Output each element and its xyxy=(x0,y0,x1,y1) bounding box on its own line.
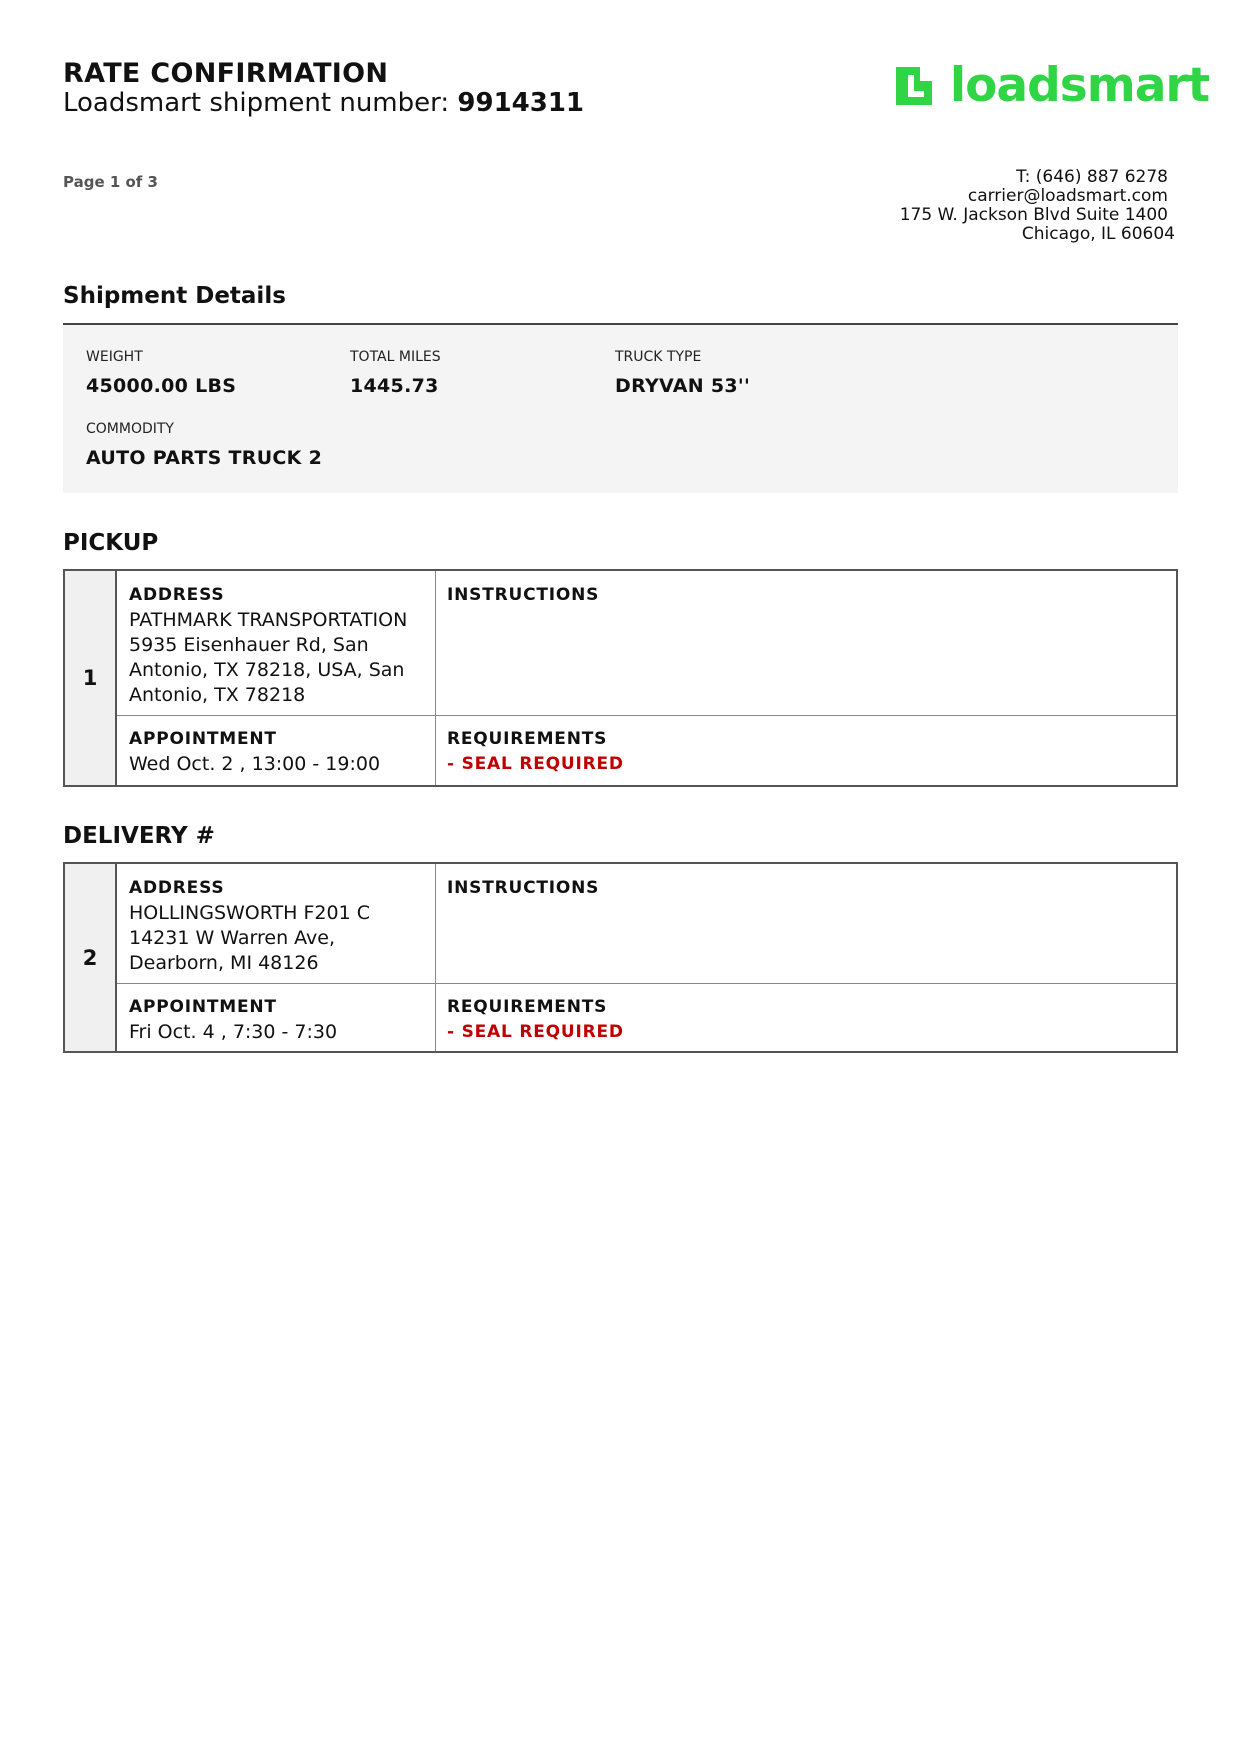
pickup-requirements-cell xyxy=(435,715,636,789)
pickup-title: PICKUP xyxy=(63,530,159,556)
delivery-table xyxy=(63,862,1178,1053)
shipment-details-panel xyxy=(63,323,1178,493)
loadsmart-logo-icon xyxy=(890,61,938,111)
shipment-number-label: Loadsmart shipment number: xyxy=(63,88,450,118)
weight-field xyxy=(86,349,236,397)
brand-name: loadsmart xyxy=(950,58,1210,113)
pickup-requirements-value: - SEAL REQUIRED xyxy=(447,754,624,774)
truck-type-value: DRYVAN 53'' xyxy=(615,375,751,397)
truck-type-field xyxy=(615,349,750,397)
loadsmart-logo xyxy=(890,60,1209,112)
contact-address-line1: 175 W. Jackson Blvd Suite 1400 xyxy=(899,205,1168,225)
shipment-number: 9914311 xyxy=(457,88,585,118)
delivery-instructions-label: INSTRUCTIONS xyxy=(447,878,600,898)
pickup-appointment-value: Wed Oct. 2 , 13:00 - 19:00 xyxy=(129,753,381,775)
delivery-stop-index: 2 xyxy=(65,864,117,1051)
pickup-instructions-cell xyxy=(435,571,611,620)
pickup-address-label: ADDRESS xyxy=(129,585,225,605)
commodity-value: AUTO PARTS TRUCK 2 xyxy=(86,447,323,469)
truck-type-label: TRUCK TYPE xyxy=(615,349,702,365)
delivery-address-line: Dearborn, MI 48126 xyxy=(129,952,319,974)
delivery-address-cell xyxy=(117,864,435,988)
pickup-address-line: Antonio, TX 78218, USA, San xyxy=(129,659,405,681)
weight-value: 45000.00 LBS xyxy=(86,375,237,397)
miles-field xyxy=(350,349,441,397)
delivery-title: DELIVERY # xyxy=(63,823,215,849)
delivery-appointment-label: APPOINTMENT xyxy=(129,997,277,1017)
commodity-label: COMMODITY xyxy=(86,421,174,437)
delivery-requirements-value: - SEAL REQUIRED xyxy=(447,1022,624,1042)
pickup-address-line: PATHMARK TRANSPORTATION xyxy=(129,609,408,631)
delivery-instructions-cell xyxy=(435,864,611,913)
shipment-number-line xyxy=(63,88,584,118)
delivery-appointment-cell xyxy=(117,983,435,1057)
commodity-field xyxy=(86,421,322,469)
weight-label: WEIGHT xyxy=(86,349,143,365)
shipment-details-title: Shipment Details xyxy=(63,283,286,309)
delivery-address-label: ADDRESS xyxy=(129,878,225,898)
delivery-requirements-cell xyxy=(435,983,636,1057)
delivery-requirements-label: REQUIREMENTS xyxy=(447,997,608,1017)
contact-address-line2: Chicago, IL 60604 xyxy=(1021,224,1175,244)
page-number: Page 1 of 3 xyxy=(63,173,158,191)
contact-block xyxy=(900,168,1175,244)
contact-phone: T: (646) 887 6278 xyxy=(1016,167,1168,187)
delivery-address-line: HOLLINGSWORTH F201 C xyxy=(129,902,371,924)
pickup-address-line: Antonio, TX 78218 xyxy=(129,684,306,706)
pickup-requirements-label: REQUIREMENTS xyxy=(447,729,608,749)
miles-label: TOTAL MILES xyxy=(350,349,441,365)
miles-value: 1445.73 xyxy=(350,375,439,397)
pickup-address-cell xyxy=(117,571,435,720)
delivery-appointment-value: Fri Oct. 4 , 7:30 - 7:30 xyxy=(129,1021,338,1043)
pickup-appointment-label: APPOINTMENT xyxy=(129,729,277,749)
pickup-table xyxy=(63,569,1178,787)
contact-email: carrier@loadsmart.com xyxy=(967,186,1168,206)
pickup-instructions-label: INSTRUCTIONS xyxy=(447,585,600,605)
delivery-address-line: 14231 W Warren Ave, xyxy=(129,927,336,949)
pickup-stop-index: 1 xyxy=(65,571,117,785)
pickup-appointment-cell xyxy=(117,715,435,789)
page-title: RATE CONFIRMATION xyxy=(63,58,389,89)
pickup-address-line: 5935 Eisenhauer Rd, San xyxy=(129,634,369,656)
